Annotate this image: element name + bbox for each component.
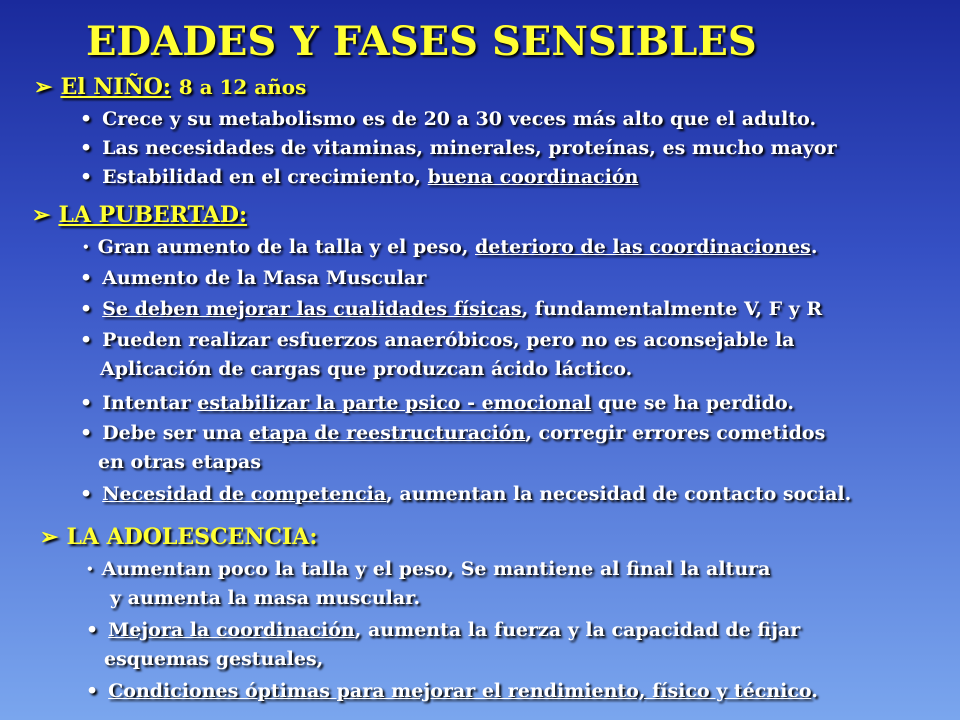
adolescencia-bullet-1 (86, 558, 770, 580)
bullet-icon: • (80, 329, 93, 351)
pubertad-bullet-3-text: , fundamentalmente V, F y R (521, 298, 823, 320)
nino-bullet-2-text: Las necesidades de vitaminas, minerales, proteínas, es mucho mayor (102, 137, 837, 159)
bullet-icon: • (80, 166, 93, 188)
pubertad-bullet-5-text-a: Intentar (102, 392, 191, 414)
adolescencia-bullet-2 (86, 619, 800, 641)
pubertad-bullet-7-underlined: Necesidad de competencia (102, 483, 387, 505)
adolescencia-bullet-1-cont (110, 587, 420, 609)
pubertad-bullet-1-underlined: deterioro de las coordinaciones (474, 236, 811, 258)
pubertad-bullet-6-underlined: etapa de reestructuración (248, 422, 526, 444)
arrow-bullet-icon: ➢ (34, 74, 53, 100)
pubertad-bullet-6 (80, 422, 825, 444)
bullet-icon: • (86, 562, 94, 576)
bullet-icon: • (80, 298, 93, 320)
pubertad-bullet-1-end: . (810, 236, 818, 258)
bullet-icon: • (80, 422, 93, 444)
pubertad-bullet-4-cont (100, 358, 632, 380)
adolescencia-bullet-3 (86, 680, 818, 702)
pubertad-bullet-2 (80, 267, 426, 289)
bullet-icon: • (80, 108, 93, 130)
adolescencia-bullet-3-underlined: Condiciones óptimas para mejorar el rendimiento, físico y técnico (108, 680, 812, 702)
section-pubertad-heading (32, 202, 247, 228)
arrow-bullet-icon: ➢ (32, 202, 51, 228)
nino-bullet-1-text: Crece y su metabolismo es de 20 a 30 veces más alto que el adulto. (102, 108, 817, 130)
pubertad-bullet-5 (80, 392, 794, 414)
pubertad-bullet-3-underlined: Se deben mejorar las cualidades físicas (102, 298, 522, 320)
pubertad-bullet-1 (82, 236, 818, 258)
pubertad-bullet-4-line-2: Aplicación de cargas que produzcan ácido láctico. (100, 358, 633, 380)
nino-bullet-1 (80, 108, 816, 130)
nino-heading-age: 8 a 12 años (178, 75, 307, 99)
pubertad-bullet-6-text-b: , corregir errores cometidos (525, 422, 826, 444)
pubertad-bullet-5-underlined: estabilizar la parte psico - emocional (197, 392, 592, 414)
section-adolescencia-heading (40, 524, 317, 550)
section-nino-heading (34, 74, 306, 100)
nino-bullet-3-text: Estabilidad en el crecimiento, (102, 166, 422, 188)
nino-bullet-3-underlined: buena coordinación (427, 166, 639, 188)
bullet-icon: • (80, 137, 93, 159)
pubertad-bullet-4-line-1: Pueden realizar esfuerzos anaeróbicos, pero no es aconsejable la (102, 329, 795, 351)
adolescencia-bullet-1-line-2: y aumenta la masa muscular. (110, 587, 421, 609)
bullet-icon: • (82, 240, 90, 254)
adolescencia-bullet-3-end: . (811, 680, 818, 702)
pubertad-bullet-7 (80, 483, 851, 505)
adolescencia-bullet-2-text: , aumenta la fuerza y la capacidad de fijar (354, 619, 801, 641)
pubertad-bullet-6-text-a: Debe ser una (102, 422, 243, 444)
bullet-icon: • (86, 680, 99, 702)
slide-title: EDADES Y FASES SENSIBLES (86, 18, 757, 65)
pubertad-bullet-3 (80, 298, 822, 320)
pubertad-bullet-5-text-b: que se ha perdido. (597, 392, 794, 414)
nino-bullet-2 (80, 137, 837, 159)
bullet-icon: • (80, 483, 93, 505)
adolescencia-bullet-1-line-1: Aumentan poco la talla y el peso, Se mantiene al final la altura (101, 558, 771, 580)
adolescencia-bullet-2-line-2: esquemas gestuales, (104, 648, 324, 670)
adolescencia-bullet-2-underlined: Mejora la coordinación (108, 619, 355, 641)
pubertad-bullet-4 (80, 329, 795, 351)
bullet-icon: • (80, 267, 93, 289)
adolescencia-bullet-2-cont (104, 648, 323, 670)
pubertad-heading-label: LA PUBERTAD: (58, 202, 248, 228)
arrow-bullet-icon: ➢ (40, 524, 59, 550)
adolescencia-heading-label: LA ADOLESCENCIA: (66, 524, 318, 550)
nino-heading-label: El NIÑO: (60, 74, 172, 100)
pubertad-bullet-6-line-2: en otras etapas (98, 451, 262, 473)
pubertad-bullet-6-cont (98, 451, 261, 473)
bullet-icon: • (80, 392, 93, 414)
pubertad-bullet-2-text: Aumento de la Masa Muscular (102, 267, 427, 289)
nino-bullet-3 (80, 166, 638, 188)
pubertad-bullet-1-text: Gran aumento de la talla y el peso, (97, 236, 469, 258)
pubertad-bullet-7-text: , aumentan la necesidad de contacto social. (386, 483, 852, 505)
bullet-icon: • (86, 619, 99, 641)
